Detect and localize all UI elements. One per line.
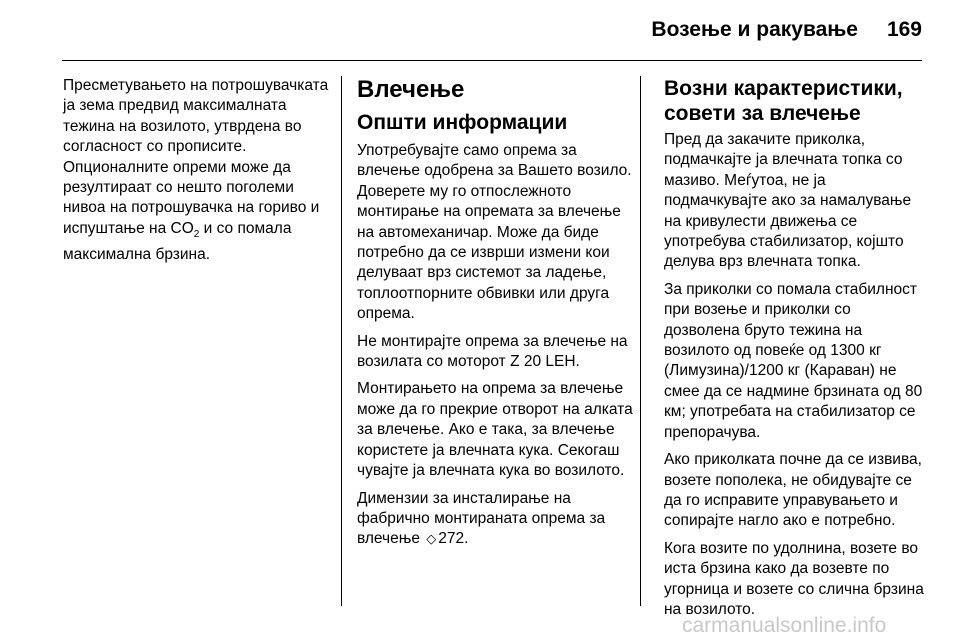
paragraph-consumption: Пресметувањето на потрошувачката ја зема предвид максималната тежина на возилото, утврдена во согласност со прописите. Опционалните опреми може да резултираат со нешто поголеми нивоа на потрошувачка на гориво и испуштање на $CO_2$ и со помала максимална брзина. — [63, 77, 329, 264]
subsection-heading-general-info: Општи информации — [357, 111, 568, 134]
paragraph-downhill: Кога возите по удолнина, возете во иста брзина како да возевте по угорница и возете со слична брзина на возилото. — [664, 539, 924, 618]
column-right — [664, 76, 928, 627]
page-title: Возење и ракување — [651, 18, 858, 41]
section-heading-towing: Влечење — [357, 76, 465, 103]
page-reference-arrow-icon: ◇ — [426, 531, 437, 547]
section-heading-driving-characteristics: Возни карактеристики, совети за влечење — [664, 77, 903, 125]
page-header — [0, 0, 960, 60]
paragraph-engine-warning: Не монтирајте опрема за влечење на возилата со моторот Z 20 LEH. — [357, 332, 628, 371]
column-middle — [357, 76, 639, 557]
paragraph-towing-eye: Монтирањето на опрема за влечење може да го прекрие отворот на алката за влечење. Ако е така, за влечење користете ја влечната кука. Секогаш чувајте ја влечната кука во возилото. — [357, 380, 633, 480]
header-divider — [62, 60, 922, 61]
column-divider-2 — [640, 76, 641, 606]
page-number: 169 — [886, 18, 922, 41]
paragraph-trailer-sway: Ако приколката почне да се извива, возете пополека, не обидувајте се да го исправите управувањето и сопирајте нагло ако е потребно. — [664, 451, 922, 530]
watermark: carmanualsonline.info — [682, 614, 887, 637]
paragraph-towing-equipment: Употребувајте само опрема за влечење одобрена за Вашето возило. Доверете му го отпослежното монтирање на опремата за влечење на автомеханичар. Може да биде потребно да се изврши измени кои делуваат врз системот за ладење, топлоотпорните обвивки или друга опрема. — [357, 142, 632, 323]
column-divider-1 — [341, 76, 342, 606]
co2-subscript: 2 — [193, 228, 200, 240]
paragraph-trailer-speed: За приколки со помала стабилност при возење и приколки со дозволена бруто тежина на возилото од повеќе од 1300 кг (Лимузина)/1200 кг (Караван) не смее да се надмине брзината од 80 км; употребата на стабилизатор се препорачува. — [664, 280, 923, 441]
column-left — [63, 76, 333, 273]
page-reference-link[interactable]: 272. — [438, 530, 469, 548]
paragraph-towball-grease: Пред да закачите приколка, подмачкајте ја влечната топка со мазиво. Меѓутоа, не ја подмачкувајте ако за намалување на кривулести движења се употребува стабилизатор, којшто делува врз влечната топка. — [664, 131, 912, 271]
paragraph-dimensions: Димензии за инсталирање на фабрично монтираната опрема за влечење ◇ 272. — [357, 489, 639, 550]
